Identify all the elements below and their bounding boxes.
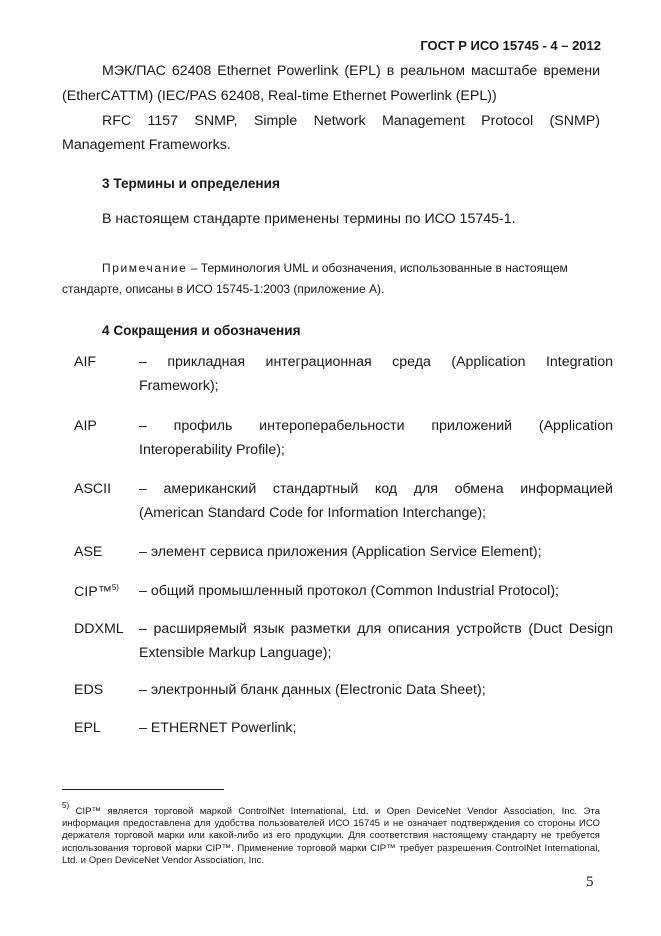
definition: – электронный бланк данных (Electronic Data Sheet); <box>139 682 486 698</box>
abbreviation: EDS <box>74 682 104 698</box>
note-label: Примечание <box>102 261 188 275</box>
abbreviation <box>74 583 119 600</box>
definition: Interoperability Profile); <box>139 442 285 458</box>
abbreviation: AIP <box>74 418 97 434</box>
definition: – американский стандартный код для обмена информацией <box>139 481 613 497</box>
note-line <box>102 261 568 275</box>
page-number: 5 <box>586 874 594 890</box>
abbreviation: EPL <box>74 720 101 736</box>
note-text: – Терминология UML и обозначения, использованные в настоящем <box>187 261 568 275</box>
ref-line: Management Frameworks. <box>62 137 231 153</box>
footnote-text: CIP™ является торговой маркой ControlNet International, Ltd. и Open DeviceNet Vendor Association, Inc. Эта информация предоставлена для удобства пользователей ИСО 15745 и не означает подтверждения со стороны ИСО держателя торговой марки или какой-либо из его продукции. Для соответствия настоящему стандарту не требуется использования торговой марки CIP™. Применение торговой марки CIP™ требует разрешения ControlNet International, Ltd. и Open DeviceNet Vendor Association, Inc. <box>62 806 600 866</box>
ref-line: МЭК/ПАС 62408 Ethernet Powerlink (EPL) в реальном масштабе времени <box>102 63 600 79</box>
definition: – профиль интероперабельности приложений (Application <box>139 418 613 434</box>
footnote-marker: 5) <box>62 801 70 810</box>
abbreviation: ASCII <box>74 481 112 497</box>
definition: – общий промышленный протокол (Common Industrial Protocol); <box>139 583 559 599</box>
document-header: ГОСТ Р ИСО 15745 - 4 – 2012 <box>420 38 601 53</box>
definition: – элемент сервиса приложения (Application Service Element); <box>139 544 542 560</box>
footnote <box>62 800 600 867</box>
ref-line: (EtherCATTM) (IEC/PAS 62408, Real-time Ethernet Powerlink (EPL)) <box>62 88 497 104</box>
section-heading: 4 Сокращения и обозначения <box>102 323 301 338</box>
abbreviation: ASE <box>74 544 103 560</box>
definition: (American Standard Code for Information Interchange); <box>139 505 486 521</box>
section-heading: 3 Термины и определения <box>102 176 280 191</box>
definition: Framework); <box>139 378 219 394</box>
note-line: стандарте, описаны в ИСО 15745-1:2003 (приложение А). <box>62 282 385 296</box>
footnote-divider <box>62 789 224 790</box>
ref-line: RFC 1157 SNMP, Simple Network Management Protocol (SNMP) <box>102 113 600 129</box>
abbreviation: DDXML <box>74 621 124 637</box>
paragraph: В настоящем стандарте применены термины по ИСО 15745-1. <box>102 211 516 227</box>
definition: – ETHERNET Powerlink; <box>139 720 297 736</box>
definition: Extensible Markup Language); <box>139 645 332 661</box>
footnote-ref: 5) <box>111 583 119 592</box>
abbreviation-text: CIP™ <box>74 584 112 600</box>
abbreviation: AIF <box>74 354 97 370</box>
definition: – прикладная интеграционная среда (Application Integration <box>139 354 613 370</box>
definition: – расширяемый язык разметки для описания устройств (Duct Design <box>139 621 613 637</box>
